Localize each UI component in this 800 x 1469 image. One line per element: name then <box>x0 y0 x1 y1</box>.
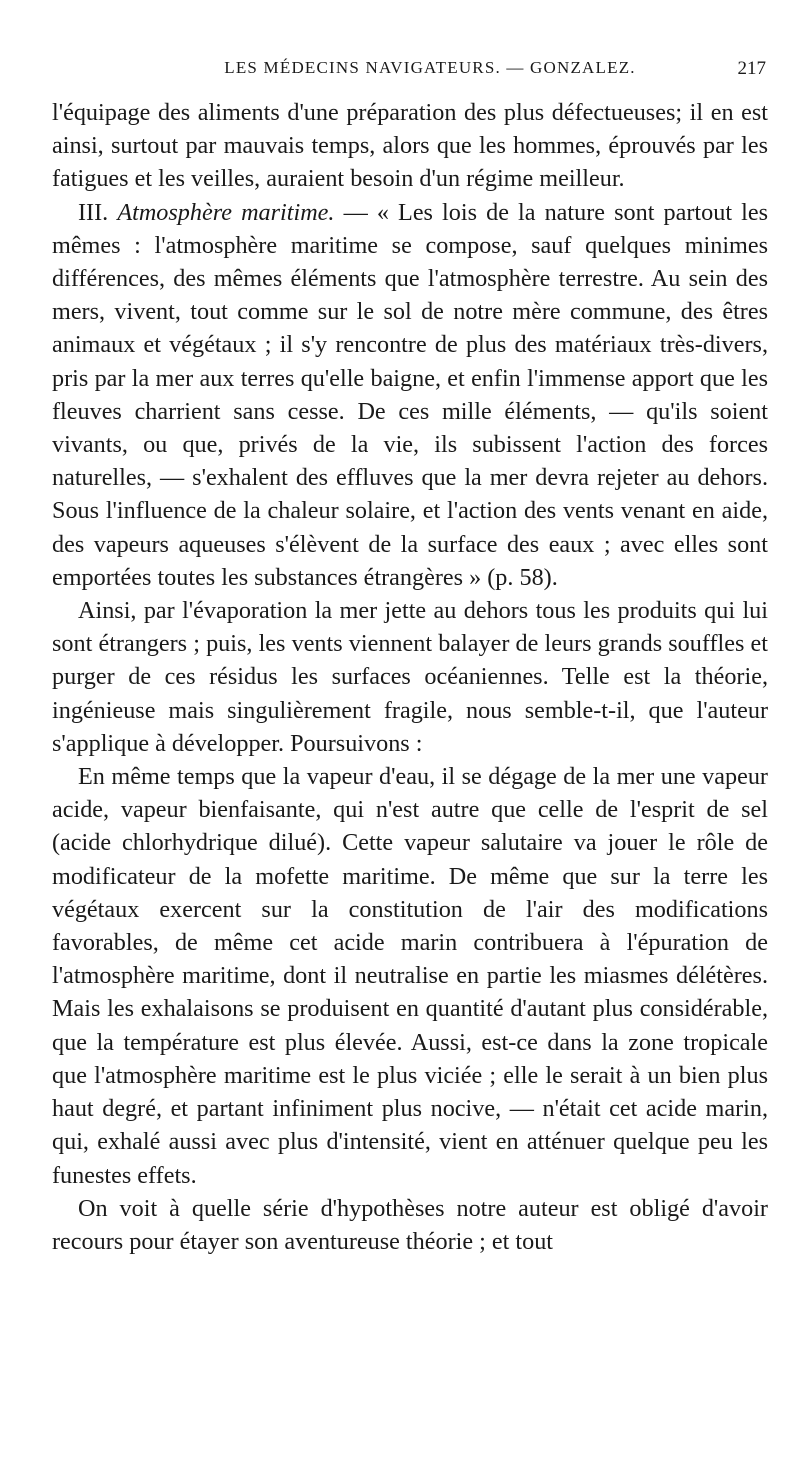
paragraph-continued: l'équipage des aliments d'une préparation des plus défectueuses; il en est ainsi, surtout par mauvais temps, alors que les hommes, éprouvés par les fatigues et les veilles, auraient besoin d'un régime meilleur. <box>52 99 768 193</box>
running-head <box>52 58 768 88</box>
paragraph-section-heading <box>52 196 768 594</box>
paragraph: On voit à quelle série d'hypothèses notre auteur est obligé d'avoir recours pour étayer son aventureuse théorie ; et tout <box>52 1194 768 1255</box>
paragraph: Ainsi, par l'évaporation la mer jette au dehors tous les produits qui lui sont étrangers ; puis, les vents viennent balayer de leurs grands souffles et purger de ces résidus les surfaces océaniennes. Telle est la théorie, ingénieuse mais singulièrement fragile, nous semble-t-il, que l'auteur s'applique à développer. Poursuivons : <box>52 597 768 757</box>
section-title: Atmosphère maritime. <box>117 198 335 226</box>
paragraph: En même temps que la vapeur d'eau, il se dégage de la mer une vapeur acide, vapeur bienfaisante, qui n'est autre que celle de l'esprit de sel (acide chlorhydrique dilué). Cette vapeur salutaire va jouer le rôle de modificateur de la mofette maritime. De même que sur la terre les végétaux exercent sur la constitution de l'air des modifications favorables, de même cet acide marin contribuera à l'épuration de l'atmosphère maritime, dont il neutralise en partie les miasmes délétères. Mais les exhalaisons se produisent en quantité d'autant plus considérable, que la température est plus élevée. Aussi, est-ce dans la zone tropicale que l'atmosphère maritime est le plus viciée ; elle le serait à un bien plus haut degré, et partant infiniment plus nocive, — n'était cet acide marin, qui, exhalé aussi avec plus d'intensité, vient en atténuer quelque peu les funestes effets. <box>52 763 768 1189</box>
section-body: — « Les lois de la nature sont partout les mêmes : l'atmosphère maritime se compose, sauf quelques minimes différences, des mêmes éléments que l'atmosphère terrestre. Au sein des mers, vivent, tout comme sur le sol de notre mère commune, des êtres animaux et végétaux ; il s'y rencontre de plus des matériaux très-divers, pris par la mer aux terres qu'elle baigne, et enfin l'immense apport que les fleuves charrient sans cesse. De ces mille éléments, — qu'ils soient vivants, ou que, privés de la vie, ils subissent l'action des forces naturelles, — s'exhalent des effluves que la mer devra rejeter au dehors. Sous l'influence de la chaleur solaire, et l'action des vents venant en aide, des vapeurs aqueuses s'élèvent de la surface des eaux ; avec elles sont emportées toutes les substances étrangères » (p. 58). <box>52 198 769 591</box>
book-page <box>52 58 768 1258</box>
page-number: 217 <box>737 58 766 79</box>
body-text <box>52 96 768 1258</box>
running-head-title: LES MÉDECINS NAVIGATEURS. — GONZALEZ. <box>224 58 636 77</box>
section-number: III. <box>78 198 109 226</box>
